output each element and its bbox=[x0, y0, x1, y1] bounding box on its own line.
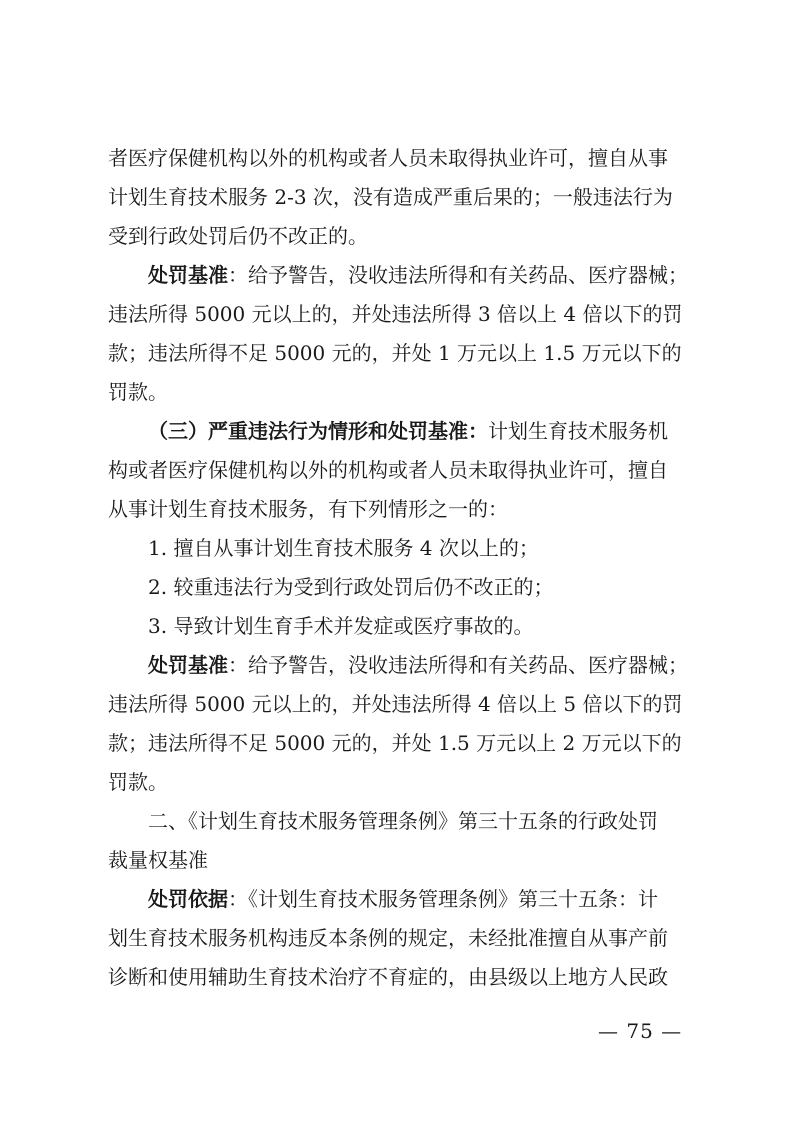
section-heading: （三）严重违法行为情形和处罚基准： bbox=[148, 419, 488, 443]
body-text-line: 计划生育技术服务 2-3 次，没有造成严重后果的；一般违法行为 bbox=[108, 185, 673, 209]
penalty-basis-label: 处罚基准 bbox=[148, 653, 228, 677]
body-text-line: 从事计划生育技术服务，有下列情形之一的： bbox=[108, 497, 508, 521]
list-item: 1. 擅自从事计划生育技术服务 4 次以上的； bbox=[148, 536, 539, 560]
penalty-ground-text: ：《计划生育技术服务管理条例》第三十五条：计 bbox=[228, 887, 658, 911]
page-number: — 75 — bbox=[598, 1019, 683, 1043]
body-text-line: 罚款。 bbox=[108, 770, 168, 794]
body-text-line: 构或者医疗保健机构以外的机构或者人员未取得执业许可，擅自 bbox=[108, 458, 668, 482]
penalty-ground-label: 处罚依据 bbox=[148, 887, 228, 911]
body-text-line: 诊断和使用辅助生育技术治疗不育症的，由县级以上地方人民政 bbox=[108, 965, 668, 989]
article-heading-continued: 裁量权基准 bbox=[108, 848, 208, 872]
body-text-line: 款；违法所得不足 5000 元的，并处 1 万元以上 1.5 万元以下的 bbox=[108, 341, 682, 365]
penalty-ground-paragraph bbox=[148, 885, 693, 913]
penalty-basis-paragraph bbox=[148, 651, 693, 679]
body-text-line: 罚款。 bbox=[108, 380, 168, 404]
penalty-basis-label: 处罚基准 bbox=[148, 263, 228, 287]
body-text-line: 划生育技术服务机构违反本条例的规定，未经批准擅自从事产前 bbox=[108, 926, 668, 950]
list-item: 2. 较重违法行为受到行政处罚后仍不改正的； bbox=[148, 575, 554, 599]
list-item: 3. 导致计划生育手术并发症或医疗事故的。 bbox=[148, 614, 534, 638]
body-text-line: 受到行政处罚后仍不改正的。 bbox=[108, 224, 368, 248]
penalty-basis-text: ：给予警告，没收违法所得和有关药品、医疗器械； bbox=[228, 263, 688, 287]
section-text: 计划生育技术服务机 bbox=[488, 419, 668, 443]
body-text-line: 者医疗保健机构以外的机构或者人员未取得执业许可，擅自从事 bbox=[108, 146, 668, 170]
penalty-basis-text: ：给予警告，没收违法所得和有关药品、医疗器械； bbox=[228, 653, 688, 677]
body-text-line: 违法所得 5000 元以上的，并处违法所得 4 倍以上 5 倍以下的罚 bbox=[108, 692, 683, 716]
penalty-basis-paragraph bbox=[148, 261, 693, 289]
section-heading-paragraph bbox=[148, 417, 693, 445]
article-heading: 二、《计划生育技术服务管理条例》第三十五条的行政处罚 bbox=[148, 809, 658, 833]
body-text-line: 款；违法所得不足 5000 元的，并处 1.5 万元以上 2 万元以下的 bbox=[108, 731, 682, 755]
body-text-line: 违法所得 5000 元以上的，并处违法所得 3 倍以上 4 倍以下的罚 bbox=[108, 302, 683, 326]
